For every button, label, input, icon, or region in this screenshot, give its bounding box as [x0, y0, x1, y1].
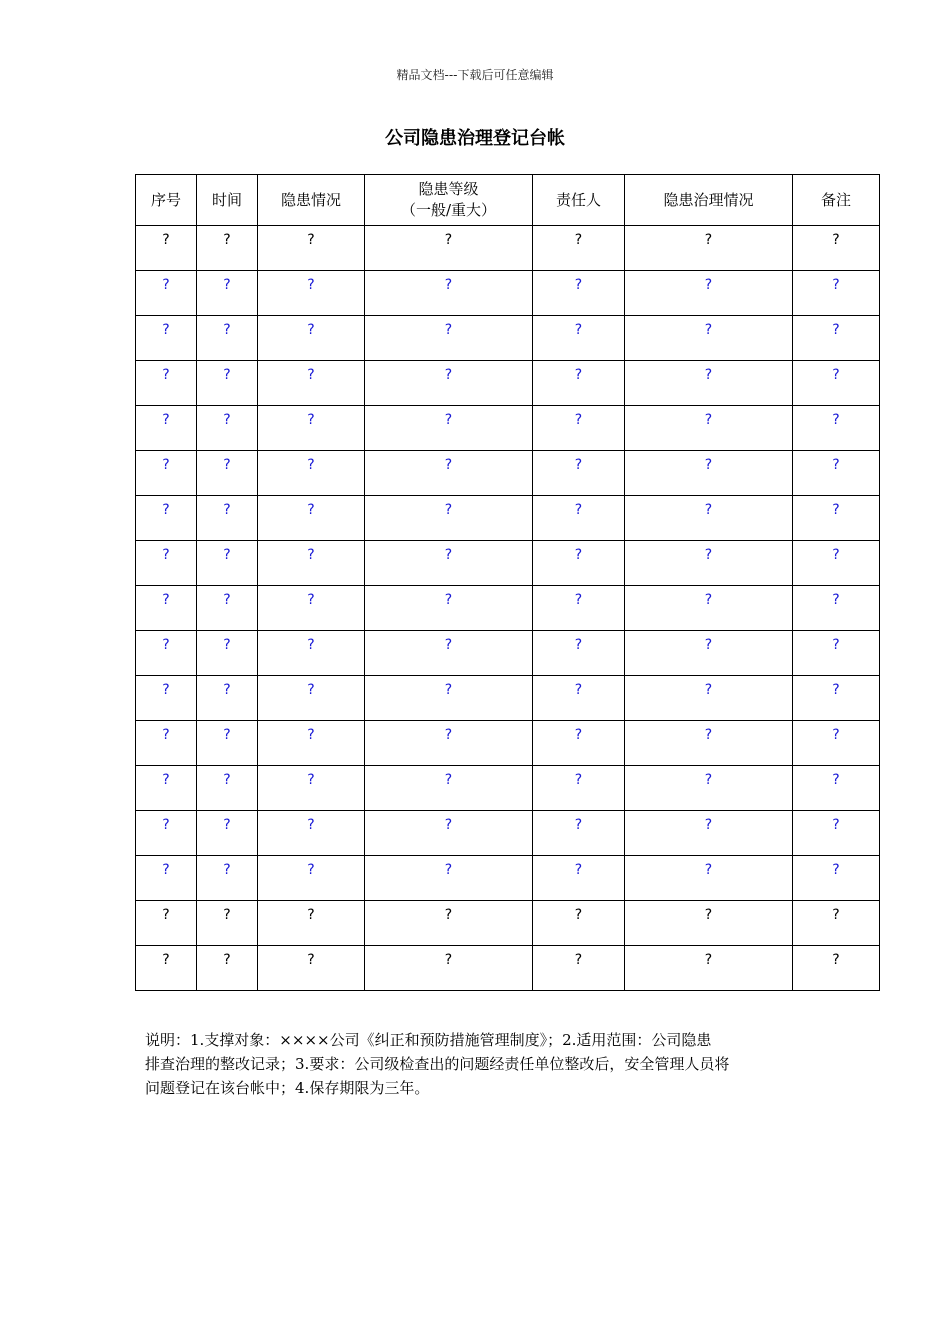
table-cell: ?: [197, 271, 258, 316]
table-row: [136, 946, 880, 991]
table-cell: ?: [258, 811, 365, 856]
table-cell: ?: [793, 631, 880, 676]
table-cell: ?: [625, 631, 793, 676]
table-cell: ?: [136, 541, 197, 586]
table-cell: ?: [625, 721, 793, 766]
table-cell: ?: [136, 901, 197, 946]
column-header-remediation: [625, 175, 793, 226]
table-row: [136, 226, 880, 271]
table-cell: ?: [365, 721, 533, 766]
table-cell: ?: [533, 406, 625, 451]
table-cell: ?: [197, 901, 258, 946]
table-cell: ?: [793, 766, 880, 811]
table-cell: ?: [533, 766, 625, 811]
table-cell: ?: [533, 496, 625, 541]
table-row: [136, 541, 880, 586]
table-row: [136, 496, 880, 541]
table-cell: ?: [793, 856, 880, 901]
table-cell: ?: [258, 586, 365, 631]
table-row: [136, 901, 880, 946]
table-cell: ?: [793, 676, 880, 721]
table-cell: ?: [136, 271, 197, 316]
table-cell: ?: [258, 361, 365, 406]
table-header-row: [136, 175, 880, 226]
table-cell: ?: [136, 856, 197, 901]
table-cell: ?: [625, 361, 793, 406]
table-cell: ?: [258, 946, 365, 991]
table-row: [136, 811, 880, 856]
table-cell: ?: [258, 676, 365, 721]
table-cell: ?: [533, 586, 625, 631]
table-cell: ?: [533, 271, 625, 316]
table-cell: ?: [136, 631, 197, 676]
column-header-time: [197, 175, 258, 226]
notes-line: 排查治理的整改记录；3.要求：公司级检查出的问题经责任单位整改后，安全管理人员将: [145, 1055, 730, 1073]
table-cell: ?: [258, 541, 365, 586]
table-row: [136, 676, 880, 721]
table-cell: ?: [533, 721, 625, 766]
table-cell: ?: [533, 811, 625, 856]
table-cell: ?: [136, 451, 197, 496]
table-cell: ?: [533, 946, 625, 991]
table-cell: ?: [197, 361, 258, 406]
table-row: [136, 586, 880, 631]
table-cell: ?: [793, 541, 880, 586]
table-cell: ?: [533, 901, 625, 946]
table-cell: ?: [625, 226, 793, 271]
table-cell: ?: [365, 766, 533, 811]
table-cell: ?: [258, 406, 365, 451]
table-cell: ?: [365, 226, 533, 271]
table-cell: ?: [365, 586, 533, 631]
table-cell: ?: [625, 856, 793, 901]
table-cell: ?: [625, 406, 793, 451]
table-cell: ?: [136, 496, 197, 541]
table-row: [136, 361, 880, 406]
table-cell: ?: [258, 766, 365, 811]
column-header-hazard: [258, 175, 365, 226]
table-cell: ?: [365, 946, 533, 991]
table-cell: ?: [258, 856, 365, 901]
column-label: 序号: [150, 190, 181, 209]
table-cell: ?: [136, 586, 197, 631]
table-cell: ?: [625, 901, 793, 946]
table-cell: ?: [793, 316, 880, 361]
table-row: [136, 406, 880, 451]
column-label: 隐患治理情况: [663, 190, 754, 209]
table-cell: ?: [197, 451, 258, 496]
table-cell: ?: [258, 721, 365, 766]
column-header-remarks: [793, 175, 880, 226]
table-cell: ?: [365, 856, 533, 901]
table-cell: ?: [258, 226, 365, 271]
header-note: 精品文档---下载后可任意编辑: [396, 68, 554, 82]
table-cell: ?: [793, 406, 880, 451]
table-cell: ?: [136, 946, 197, 991]
table-cell: ?: [533, 226, 625, 271]
table-cell: ?: [625, 946, 793, 991]
table-cell: ?: [533, 541, 625, 586]
table-cell: ?: [365, 496, 533, 541]
table-cell: ?: [136, 406, 197, 451]
table-cell: ?: [533, 631, 625, 676]
table-cell: ?: [197, 586, 258, 631]
table-cell: ?: [793, 901, 880, 946]
column-label: 责任人: [555, 190, 601, 209]
table-cell: ?: [793, 361, 880, 406]
table-cell: ?: [197, 766, 258, 811]
table-cell: ?: [258, 271, 365, 316]
table-cell: ?: [136, 676, 197, 721]
table-cell: ?: [365, 316, 533, 361]
table-cell: ?: [197, 856, 258, 901]
column-label: 备注: [820, 190, 851, 209]
table-cell: ?: [533, 361, 625, 406]
table-cell: ?: [625, 271, 793, 316]
table-cell: ?: [793, 451, 880, 496]
table-cell: ?: [625, 766, 793, 811]
table-cell: ?: [793, 811, 880, 856]
column-header-responsible: [533, 175, 625, 226]
table-row: [136, 766, 880, 811]
table-cell: ?: [197, 496, 258, 541]
table-cell: ?: [793, 721, 880, 766]
notes-section: [145, 1028, 815, 1100]
column-label: 隐患等级: [418, 180, 479, 198]
table-row: [136, 271, 880, 316]
table-cell: ?: [136, 766, 197, 811]
column-header-index: [136, 175, 197, 226]
page-title: 公司隐患治理登记台帐: [385, 128, 565, 149]
table-cell: ?: [625, 496, 793, 541]
table-cell: ?: [533, 856, 625, 901]
table-cell: ?: [258, 316, 365, 361]
table-cell: ?: [136, 316, 197, 361]
table-cell: ?: [197, 316, 258, 361]
table-cell: ?: [365, 676, 533, 721]
table-cell: ?: [793, 496, 880, 541]
table-cell: ?: [136, 361, 197, 406]
table-cell: ?: [365, 361, 533, 406]
table-cell: ?: [258, 631, 365, 676]
table-cell: ?: [197, 226, 258, 271]
table-cell: ?: [365, 811, 533, 856]
table-cell: ?: [625, 316, 793, 361]
table-cell: ?: [136, 226, 197, 271]
table-cell: ?: [625, 541, 793, 586]
column-label: 隐患情况: [280, 190, 341, 209]
table-cell: ?: [793, 586, 880, 631]
table-cell: ?: [197, 541, 258, 586]
table-cell: ?: [197, 721, 258, 766]
hazard-ledger-table: [135, 174, 880, 991]
table-cell: ?: [197, 406, 258, 451]
table-cell: ?: [625, 811, 793, 856]
column-header-level: [365, 175, 533, 226]
table-cell: ?: [533, 676, 625, 721]
table-row: [136, 721, 880, 766]
table-cell: ?: [625, 451, 793, 496]
column-label: 时间: [211, 190, 242, 209]
table-cell: ?: [533, 451, 625, 496]
table-row: [136, 856, 880, 901]
table-cell: ?: [365, 271, 533, 316]
notes-line: 说明：1.支撑对象：××××公司《纠正和预防措施管理制度》；2.适用范围：公司隐患: [145, 1031, 712, 1049]
notes-line: 问题登记在该台帐中；4.保存期限为三年。: [145, 1079, 430, 1097]
table-row: [136, 316, 880, 361]
table-cell: ?: [793, 226, 880, 271]
table-cell: ?: [258, 451, 365, 496]
table-cell: ?: [197, 811, 258, 856]
table-cell: ?: [197, 676, 258, 721]
table-cell: ?: [258, 496, 365, 541]
table-cell: ?: [533, 316, 625, 361]
table-cell: ?: [365, 631, 533, 676]
table-row: [136, 451, 880, 496]
table-cell: ?: [197, 946, 258, 991]
table-cell: ?: [365, 451, 533, 496]
table-cell: ?: [625, 586, 793, 631]
column-sublabel: （一般/重大）: [400, 201, 497, 219]
table-cell: ?: [136, 811, 197, 856]
table-cell: ?: [793, 946, 880, 991]
table-cell: ?: [365, 406, 533, 451]
table-row: [136, 631, 880, 676]
table-cell: ?: [365, 541, 533, 586]
table-cell: ?: [258, 901, 365, 946]
table-cell: ?: [793, 271, 880, 316]
table-cell: ?: [197, 631, 258, 676]
table-cell: ?: [625, 676, 793, 721]
table-body: [136, 226, 880, 991]
table-cell: ?: [136, 721, 197, 766]
table-cell: ?: [365, 901, 533, 946]
